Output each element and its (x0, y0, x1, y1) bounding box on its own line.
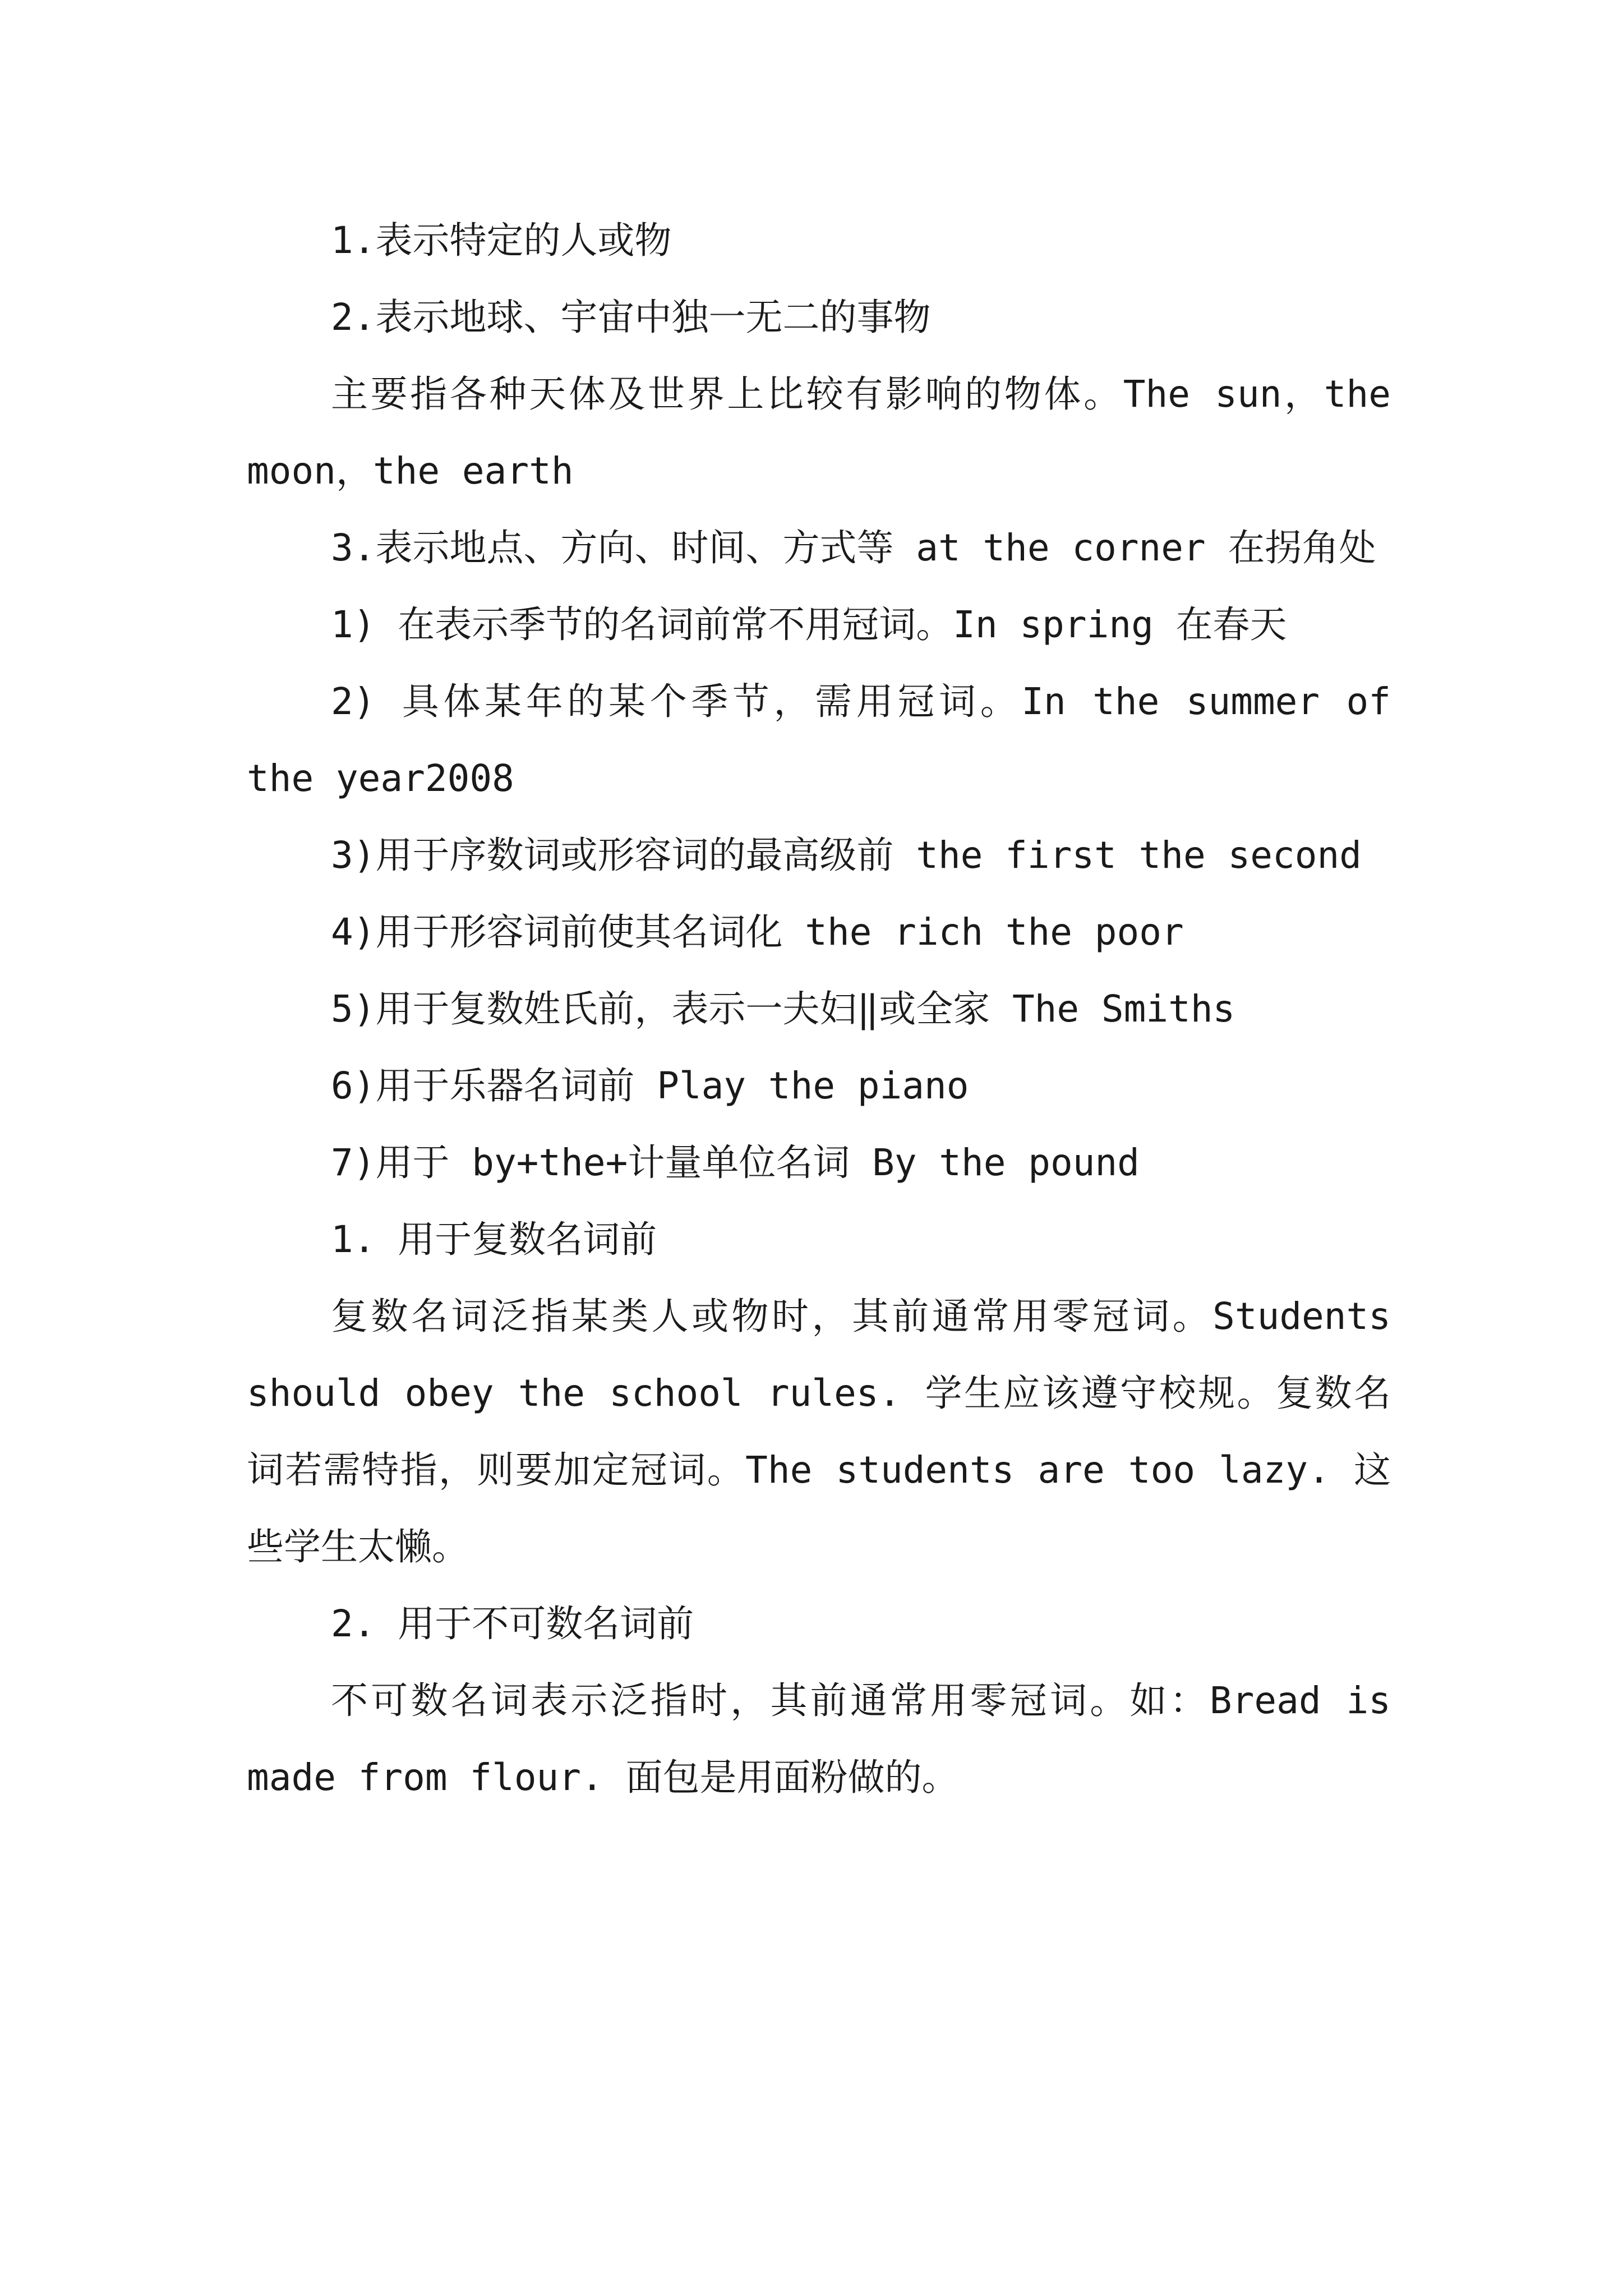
paragraph-adjective-nominalized: 4)用于形容词前使其名词化 the rich the poor (331, 910, 1184, 954)
document-body (247, 202, 1391, 1816)
paragraph-celestial-bodies: 主要指各种天体及世界上比较有影响的物体。The sun，the moon，the earth (247, 372, 1391, 493)
paragraph-seasons-no-article: 1) 在表示季节的名词前常不用冠词。In spring 在春天 (331, 603, 1287, 646)
paragraph-specific-season: 2) 具体某年的某个季节，需用冠词。In the summer of the year2008 (247, 680, 1391, 800)
paragraph-plural-nouns: 复数名词泛指某类人或物时，其前通常用零冠词。Students should obey the school rules. 学生应该遵守校规。复数名词若需特指，则要加定冠词。The students are too lazy. 这些学生太懒。 (247, 1295, 1391, 1568)
paragraph-ordinals-superlatives: 3)用于序数词或形容词的最高级前 the first the second (331, 834, 1362, 877)
paragraph-plural-surnames: 5)用于复数姓氏前，表示一夫妇‖或全家 The Smiths (331, 987, 1235, 1030)
paragraph-place-direction: 3.表示地点、方向、时间、方式等 at the corner 在拐角处 (331, 526, 1376, 569)
heading-uncountable-nouns: 2. 用于不可数名词前 (331, 1602, 694, 1645)
paragraph-uncountable-nouns: 不可数名词表示泛指时，其前通常用零冠词。如：Bread is made from flour. 面包是用面粉做的。 (247, 1679, 1391, 1799)
paragraph-unique-things: 2.表示地球、宇宙中独一无二的事物 (331, 296, 931, 339)
paragraph-specific-things: 1.表示特定的人或物 (331, 219, 672, 262)
paragraph-units: 7)用于 by+the+计量单位名词 By the pound (331, 1141, 1140, 1184)
paragraph-instruments: 6)用于乐器名词前 Play the piano (331, 1064, 969, 1107)
heading-plural-nouns: 1. 用于复数名词前 (331, 1218, 657, 1261)
